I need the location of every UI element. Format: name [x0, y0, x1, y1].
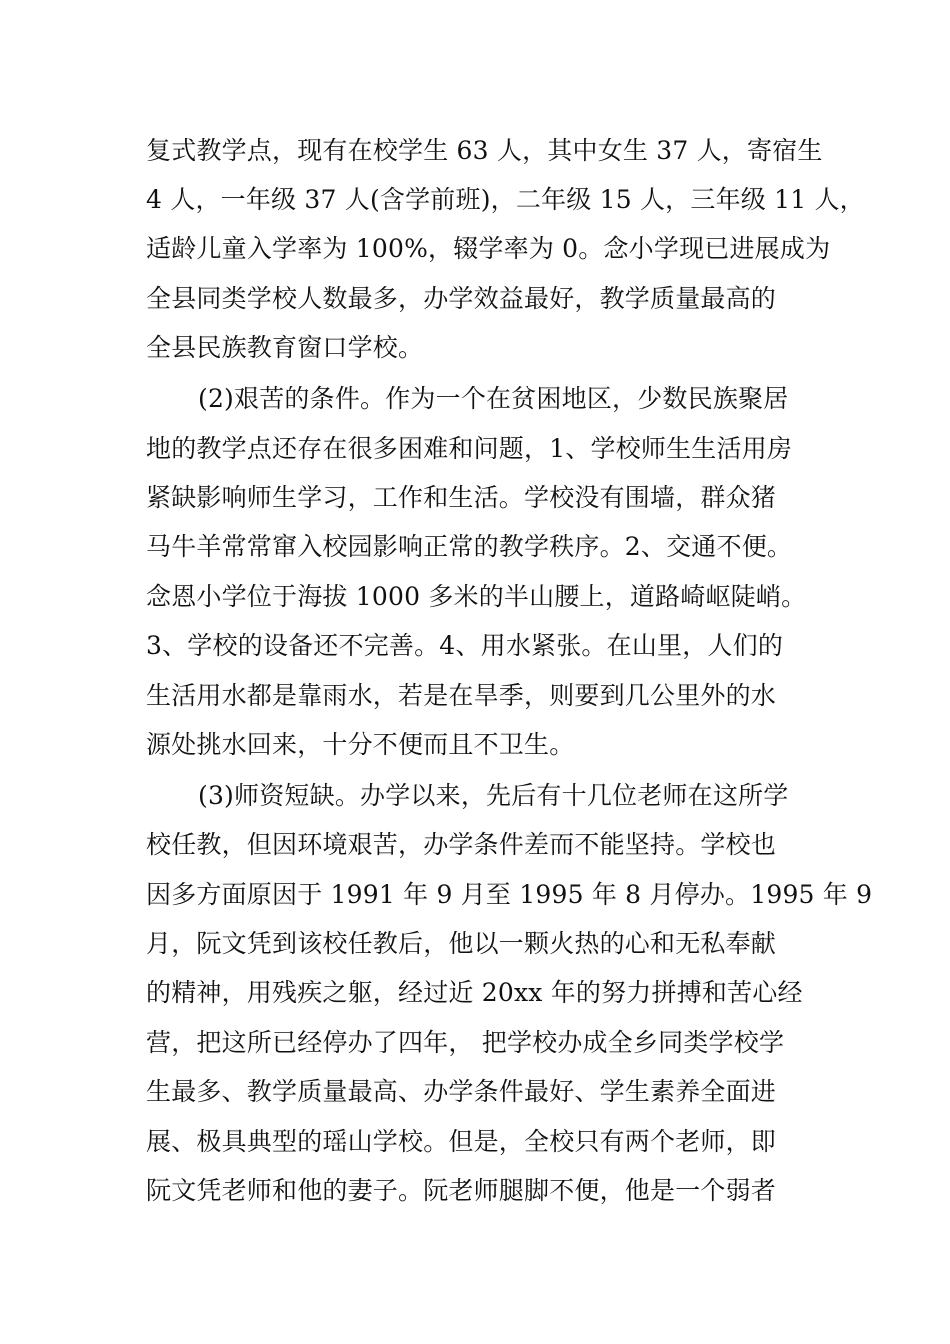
text-line: 的精神，用残疾之躯，经过近 20xx 年的努力拼搏和苦心经: [146, 978, 803, 1007]
paragraph-3-first-line: (3)师资短缺。办学以来，先后有十几位老师在这所学: [198, 781, 789, 810]
text-line: 月，阮文凭到该校任教后，他以一颗火热的心和无私奉献: [146, 929, 777, 958]
text-line: 校任教，但因环境艰苦，办学条件差而不能坚持。学校也: [146, 830, 777, 859]
text-line: 全县同类学校人数最多，办学效益最好，教学质量最高的: [146, 284, 777, 313]
text-line: 生最多、教学质量最高、办学条件最好、学生素养全面进: [146, 1077, 777, 1106]
text-line: 紧缺影响师生学习，工作和生活。学校没有围墙，群众猪: [146, 483, 777, 512]
text-line: 马牛羊常常窜入校园影响正常的教学秩序。2、交通不便。: [146, 532, 793, 561]
text-line: 阮文凭老师和他的妻子。阮老师腿脚不便，他是一个弱者: [146, 1176, 777, 1205]
text-line: 营，把这所已经停办了四年， 把学校办成全乡同类学校学: [146, 1028, 785, 1057]
text-line: 源处挑水回来，十分不便而且不卫生。: [146, 730, 575, 759]
text-line: 全县民族教育窗口学校。: [146, 333, 424, 362]
text-line: 生活用水都是靠雨水，若是在旱季，则要到几公里外的水: [146, 681, 777, 710]
text-line: 因多方面原因于 1991 年 9 月至 1995 年 8 月停办。1995 年 9: [146, 880, 873, 909]
paragraph-2-first-line: (2)艰苦的条件。作为一个在贫困地区，少数民族聚居: [198, 384, 789, 413]
text-line: 展、极具典型的瑶山学校。但是，全校只有两个老师，即: [146, 1127, 777, 1156]
text-line: 4 人，一年级 37 人(含学前班)，二年级 15 人，三年级 11 人，: [146, 185, 865, 214]
text-line: 复式教学点，现有在校学生 63 人，其中女生 37 人，寄宿生: [146, 136, 823, 165]
text-line: 地的教学点还存在很多困难和问题，1、学校师生生活用房: [146, 434, 793, 463]
text-line: 适龄儿童入学率为 100%，辍学率为 0。念小学现已进展成为: [146, 234, 831, 263]
text-line: 3、学校的设备还不完善。4、用水紧张。在山里，人们的: [146, 631, 784, 660]
text-line: 念恩小学位于海拔 1000 多米的半山腰上，道路崎岖陡峭。: [146, 582, 807, 611]
